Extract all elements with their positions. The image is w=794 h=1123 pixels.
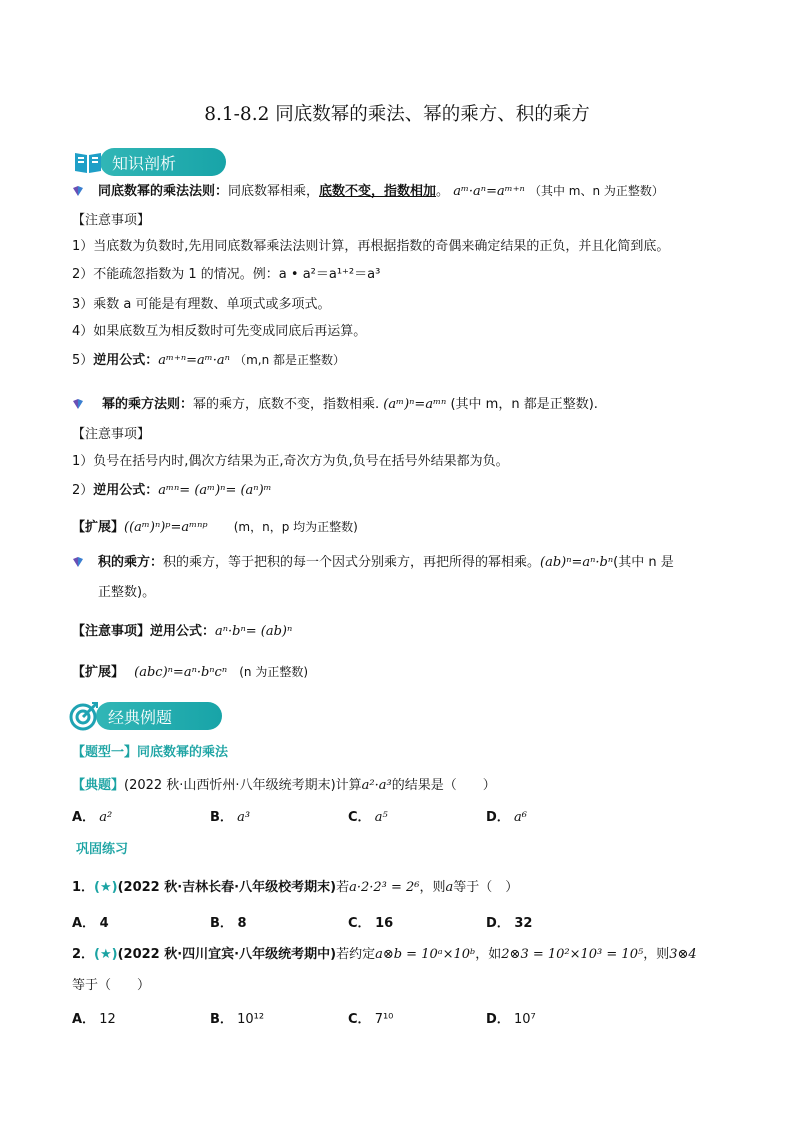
- rule3-label: 积的乘方：: [98, 555, 164, 570]
- extension-1: [72, 521, 358, 534]
- notes-3: [72, 625, 292, 638]
- option-key: A．: [72, 1012, 96, 1027]
- rule1-text: 同底数幂相乘，: [228, 184, 320, 199]
- section-title-knowledge: 知识剖析: [100, 148, 226, 176]
- rule3-line2: 正整数)。: [98, 585, 156, 600]
- question-source: (2022 秋·四川宜宾·八年级统考期中): [117, 947, 337, 962]
- question-type-1: 【题型一】同底数幂的乘法: [72, 745, 229, 760]
- question-example: 2⊗3 = 10²×10³ = 10⁵: [501, 947, 644, 962]
- bullet-icon: [73, 186, 83, 196]
- question-1: [72, 881, 518, 894]
- q1-option-b[interactable]: [210, 917, 247, 930]
- option-value: 32: [514, 916, 533, 931]
- question-formula: a·2·2³ = 2⁶: [349, 880, 420, 895]
- rule3-tail: (其中 n 是: [613, 555, 674, 570]
- note-2-1: 1）负号在括号内时,偶次方结果为正,奇次方为负,负号在括号外结果都为负。: [72, 454, 509, 469]
- reverse-formula-label: 逆用公式：: [93, 483, 159, 498]
- rule1-period: 。: [436, 184, 450, 199]
- option-value: 7¹⁰: [374, 1012, 394, 1027]
- notes-3-formula: aⁿ·bⁿ= (ab)ⁿ: [215, 624, 293, 639]
- option-value: 10⁷: [513, 1012, 536, 1027]
- option-value: 12: [99, 1012, 116, 1027]
- option-key: D．: [486, 810, 510, 825]
- q2-option-d[interactable]: [486, 1013, 536, 1026]
- notes-3-label: 【注意事项】逆用公式：: [72, 624, 216, 639]
- note-1-5-tail: （m,n 都是正整数）: [234, 353, 345, 367]
- page-title: 8.1-8.2 同底数幂的乘法、幂的乘方、积的乘方: [204, 104, 590, 125]
- option-key: C．: [348, 1012, 371, 1027]
- option-key: B．: [210, 810, 233, 825]
- example-text: 计算: [335, 778, 362, 793]
- rule1-label: 同底数幂的乘法法则：: [98, 184, 229, 199]
- book-icon: [72, 146, 104, 178]
- option-value: 16: [375, 916, 394, 931]
- option-value: 8: [237, 916, 247, 931]
- q2-option-a[interactable]: [72, 1013, 116, 1026]
- option-value: a³: [237, 810, 251, 825]
- question-formula: a⊗b = 10ᵃ×10ᵇ: [375, 947, 476, 962]
- reverse-formula-label: 逆用公式：: [93, 353, 159, 368]
- extension-2: [72, 666, 308, 679]
- question-2-line2: 等于（ ）: [72, 978, 151, 993]
- note-1-4: 4）如果底数互为相反数时可先变成同底后再运算。: [72, 324, 367, 339]
- example-option-c[interactable]: [348, 811, 388, 824]
- notes-heading-1: 【注意事项】: [72, 213, 151, 228]
- question-text: 若约定: [336, 947, 376, 962]
- practice-heading: 巩固练习: [76, 842, 129, 857]
- question-source: (2022 秋·吉林长春·八年级校考期末): [117, 880, 337, 895]
- question-target: 3⊗4: [669, 947, 697, 962]
- q2-option-c[interactable]: [348, 1013, 393, 1026]
- option-value: 10¹²: [237, 1012, 265, 1027]
- extension-formula: ((aᵐ)ⁿ)ᵖ=aᵐⁿᵖ: [124, 520, 208, 535]
- notes-heading-2: 【注意事项】: [72, 427, 151, 442]
- note-1-2: 2）不能疏忽指数为 1 的情况。例：a • a²＝a¹⁺²＝a³: [72, 267, 381, 282]
- question-text: 若: [336, 880, 350, 895]
- rule2-note: (其中 m，n 都是正整数).: [450, 397, 598, 412]
- rule3-formula: (ab)ⁿ=aⁿ·bⁿ: [540, 555, 614, 570]
- note-2-2: [72, 484, 272, 497]
- extension-tail: (n 为正整数): [239, 665, 309, 679]
- question-2: [72, 948, 697, 961]
- difficulty-star: (★): [94, 880, 118, 895]
- option-key: D．: [486, 916, 510, 931]
- rule1-line: [98, 185, 664, 198]
- rule3-line: [98, 556, 674, 569]
- question-text-mid: ，如: [475, 947, 502, 962]
- option-value: 4: [99, 916, 109, 931]
- option-key: C．: [348, 810, 371, 825]
- rule1-formula: aᵐ·aⁿ=aᵐ⁺ⁿ: [453, 184, 525, 199]
- reverse-formula: aᵐⁿ= (aᵐ)ⁿ= (aⁿ)ᵐ: [158, 483, 272, 498]
- example-option-a[interactable]: [72, 811, 112, 824]
- q1-option-d[interactable]: [486, 917, 532, 930]
- q2-option-b[interactable]: [210, 1013, 264, 1026]
- rule1-emphasis: 底数不变，指数相加: [319, 184, 437, 199]
- option-key: B．: [210, 916, 233, 931]
- bullet-icon: [73, 399, 83, 409]
- question-number: 2．: [72, 947, 95, 962]
- extension-label: 【扩展】: [72, 520, 125, 535]
- option-key: C．: [348, 916, 371, 931]
- extension-tail: (m，n，p 均为正整数): [233, 520, 358, 534]
- option-key: D．: [486, 1012, 510, 1027]
- example-tag: 【典题】: [72, 778, 125, 793]
- note-1-5: [72, 354, 345, 367]
- note-2-2-prefix: 2）: [72, 483, 94, 498]
- q1-option-c[interactable]: [348, 917, 393, 930]
- rule2-text: 幂的乘方，底数不变，指数相乘.: [193, 397, 380, 412]
- rule3-text: 积的乘方，等于把积的每一个因式分别乘方，再把所得的幂相乘。: [163, 555, 541, 570]
- extension-label: 【扩展】: [72, 665, 125, 680]
- option-key: A．: [72, 810, 96, 825]
- option-value: a⁶: [513, 810, 527, 825]
- example-question: [72, 779, 496, 792]
- rule2-line: [102, 398, 598, 411]
- q1-option-a[interactable]: [72, 917, 109, 930]
- question-text-then: ，则: [643, 947, 670, 962]
- example-formula: a²·a³: [361, 778, 392, 793]
- bullet-icon: [73, 557, 83, 567]
- option-key: B．: [210, 1012, 233, 1027]
- example-option-d[interactable]: [486, 811, 527, 824]
- option-value: a⁵: [374, 810, 388, 825]
- target-icon: [68, 700, 100, 732]
- question-variable: a: [445, 880, 454, 895]
- difficulty-star: (★): [94, 947, 118, 962]
- rule2-formula: (aᵐ)ⁿ=aᵐⁿ: [383, 397, 447, 412]
- example-option-b[interactable]: [210, 811, 250, 824]
- section-banner-examples: [68, 702, 228, 730]
- section-title-examples: 经典例题: [96, 702, 222, 730]
- option-key: A．: [72, 916, 96, 931]
- note-1-5-prefix: 5）: [72, 353, 94, 368]
- example-source: (2022 秋·山西忻州·八年级统考期末): [124, 778, 336, 793]
- note-1-1: 1）当底数为负数时,先用同底数幂乘法法则计算，再根据指数的奇偶来确定结果的正负，并且化简到底。: [72, 239, 670, 254]
- reverse-formula: aᵐ⁺ⁿ=aᵐ·aⁿ: [158, 353, 230, 368]
- extension-formula: (abc)ⁿ=aⁿ·bⁿcⁿ: [134, 665, 228, 680]
- question-number: 1．: [72, 880, 95, 895]
- rule1-note: （其中 m、n 为正整数）: [528, 184, 664, 198]
- example-tail: 的结果是（ ）: [391, 778, 496, 793]
- rule2-label: 幂的乘方法则：: [102, 397, 194, 412]
- question-tail: 等于（ ）: [453, 880, 519, 895]
- section-banner-knowledge: [72, 148, 232, 176]
- note-1-3: 3）乘数 a 可能是有理数、单项式或多项式。: [72, 297, 331, 312]
- option-value: a²: [99, 810, 113, 825]
- question-text-mid: ，则: [419, 880, 446, 895]
